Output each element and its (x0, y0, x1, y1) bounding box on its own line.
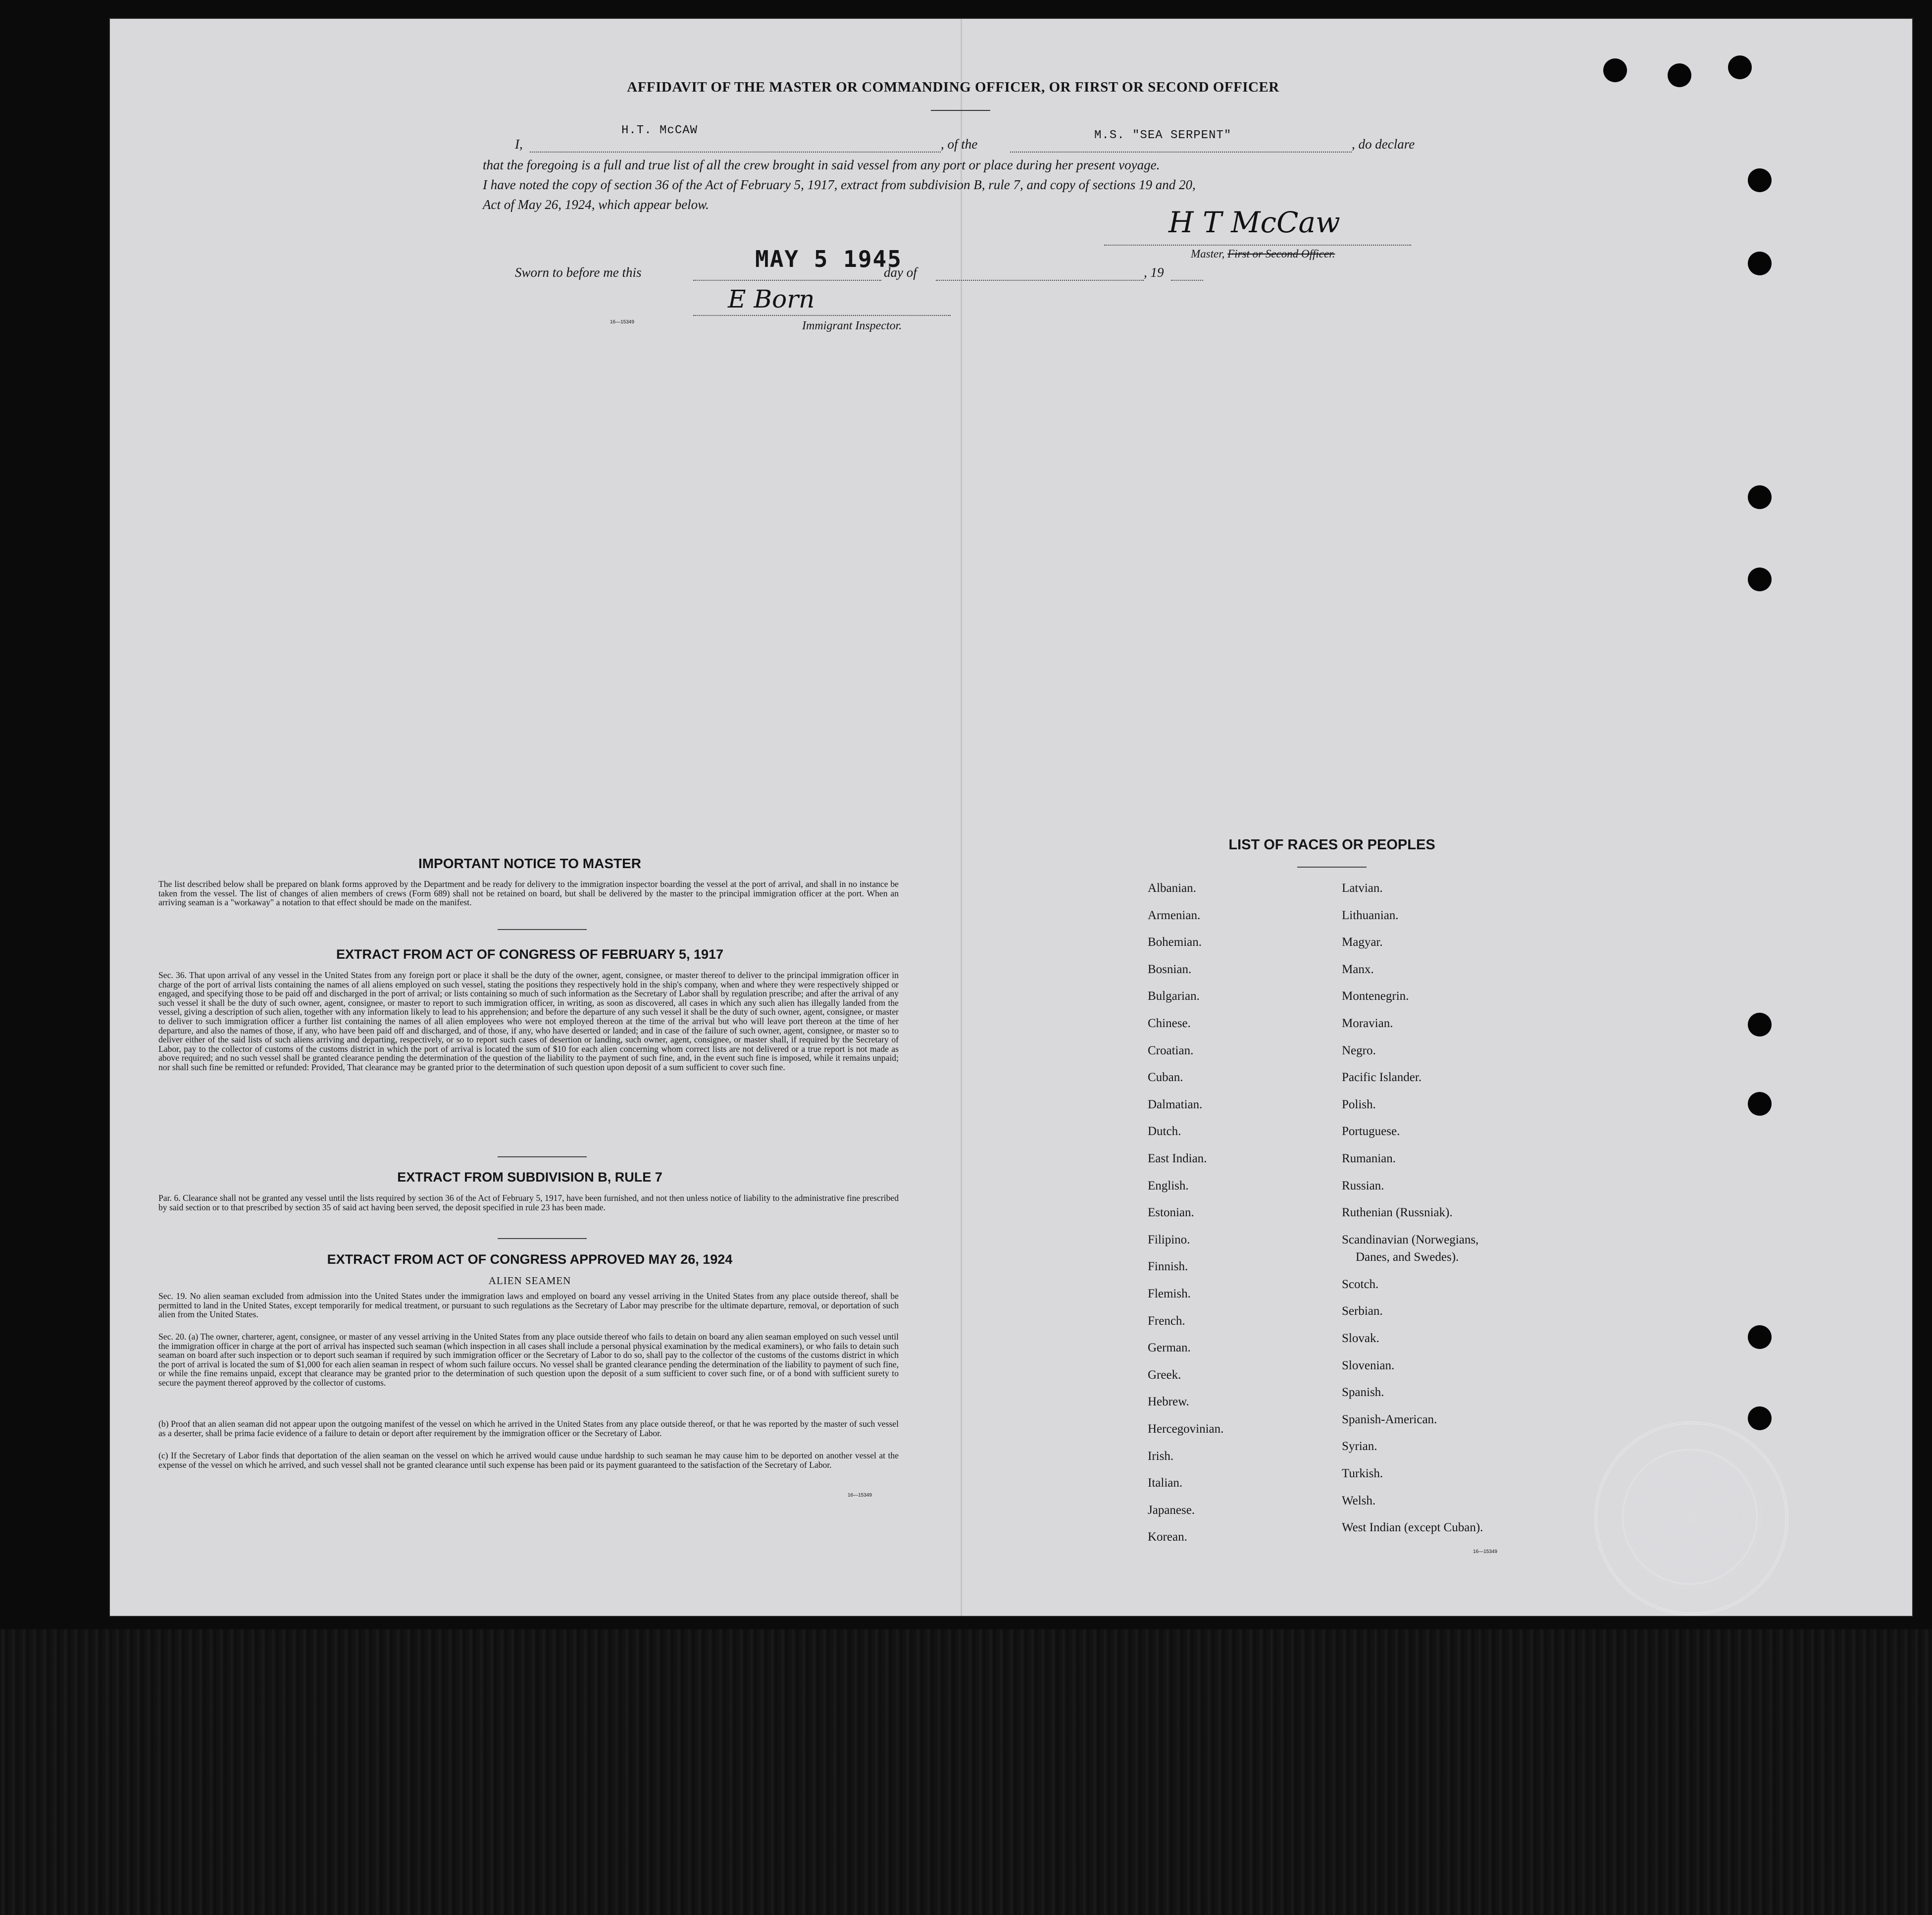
inspector-signature: E Born (728, 285, 815, 313)
extract-1924-sec20c: (c) If the Secretary of Labor finds that deportation of the alien seaman on the vessel on which he arrived would cause undue hardship to such seaman he may cause him to be deported on another vessel at the expense of the vessel on which he arrived, and such vessel shall not be granted clearance until such expense has been paid or its payment guaranteed to the satisfaction of the Secretary of Labor. (158, 1450, 899, 1470)
form-number: 16—15349 (848, 1493, 872, 1498)
race-item: Croatian. (1148, 1043, 1194, 1057)
race-item: Dutch. (1148, 1125, 1181, 1139)
race-item: Filipino. (1148, 1233, 1190, 1246)
punch-hole (1748, 485, 1772, 509)
extract-1924-sec20b: (b) Proof that an alien seaman did not appear upon the outgoing manifest of the vessel on which he arrived in the United States from any place outside thereof, or that he was reported by the master of such vessel as a deserter, shall be prima facie evidence of a failure to detain or deport after requirement by the immigration officer or the Secretary of Labor. (158, 1419, 899, 1438)
race-item: German. (1148, 1341, 1191, 1355)
punch-hole (1748, 1092, 1772, 1116)
extract-1924-sec20a: Sec. 20. (a) The owner, charterer, agent, consignee, or master of any vessel arriving in the United States from any place outside thereof who fails to detain on board any alien seaman employed on such vessel until the immigration officer in charge at the port of arrival has inspected such seaman (which inspection in all cases shall include a personal physical examination by the medical examiners), or who fails to detain such seaman on board after such inspection or to deport such seaman if required by such immigration officer or the Secretary of Labor to do so, shall pay to the collector of the customs of the customs district in which the port of arrival is located the sum of $1,000 for each alien seaman in respect of whom such failure occurs. No vessel shall be granted clearance pending the determination of the liability to payment of such fine, or while the fine remains unpaid, except that clearance may be granted prior to the determination of such question upon the deposit of a sum sufficient to cover such fine, or of a bond with sufficient surety to secure the payment thereof approved by the collector of customs. (158, 1332, 899, 1388)
struck-officer-text: First or Second Officer. (1227, 248, 1335, 260)
race-item: Bohemian. (1148, 935, 1202, 949)
punch-hole (1748, 168, 1772, 192)
punch-hole (1748, 1406, 1772, 1430)
section-divider (498, 1156, 587, 1157)
section-divider (498, 1238, 587, 1239)
declaration-line-2: that the foregoing is a full and true list of all the crew brought in said vessel from any port or place during her present voyage. (483, 157, 1160, 172)
race-item: Welsh. (1342, 1494, 1376, 1507)
punch-hole (1748, 252, 1772, 275)
race-item: East Indian. (1148, 1152, 1207, 1165)
race-item: Magyar. (1342, 935, 1383, 949)
race-item: Manx. (1342, 962, 1374, 976)
race-item: Chinese. (1148, 1017, 1191, 1030)
race-item: Serbian. (1342, 1304, 1383, 1318)
race-item: Danes, and Swedes). (1356, 1250, 1459, 1264)
race-item: Ruthenian (Russniak). (1342, 1206, 1453, 1220)
extract-1917-title: EXTRACT FROM ACT OF CONGRESS OF FEBRUARY 5, 1917 (336, 947, 724, 962)
form-number: 16—15349 (1473, 1549, 1497, 1554)
section-divider (498, 929, 587, 930)
notice-text: The list described below shall be prepared on blank forms approved by the Department and be ready for delivery to the immigration inspector boarding the vessel at the port of arrival, and shall in no instance be taken from the vessel. The list of changes of alien members of crews (Form 689) shall not be retained on board, but shall be delivered by the master to the principal immigration officer at the port. When an arriving seaman is a "workaway" a notation to that effect should be made on the manifest. (158, 879, 899, 908)
race-item: Pacific Islander. (1342, 1071, 1422, 1085)
race-item: Italian. (1148, 1476, 1183, 1490)
page-fold (961, 19, 962, 1616)
i-label: I, (515, 137, 523, 152)
punch-hole (1748, 568, 1772, 591)
race-item: Negro. (1342, 1043, 1376, 1057)
scanner-bed (0, 1629, 1932, 1915)
year-line (1171, 280, 1203, 281)
extract-1924-sec19: Sec. 19. No alien seaman excluded from admission into the United States under the immigration laws and employed on board any vessel arriving in the United States from any place outside thereof, shall be permitted to land in the United States, except temporarily for medical treatment, or pursuant to such regulations as the Secretary of Labor may prescribe for the ultimate departure, removal, or deportation of such alien from the United States. (158, 1291, 899, 1320)
punch-hole (1603, 58, 1627, 82)
race-item: Moravian. (1342, 1017, 1393, 1030)
punch-hole (1728, 55, 1752, 79)
race-item: Rumanian. (1342, 1152, 1396, 1165)
vessel-name-field: M.S. "SEA SERPENT" (1094, 129, 1232, 142)
race-item: Slovenian. (1342, 1358, 1395, 1372)
declaration-line-4: Act of May 26, 1924, which appear below. (483, 197, 709, 212)
day-of-label: day of (884, 265, 917, 280)
extract-1924-title: EXTRACT FROM ACT OF CONGRESS APPROVED MAY 26, 1924 (327, 1252, 733, 1267)
race-item: Syrian. (1342, 1440, 1377, 1453)
race-item: Irish. (1148, 1449, 1174, 1463)
extract-rule7-title: EXTRACT FROM SUBDIVISION B, RULE 7 (397, 1170, 662, 1185)
extract-rule7-text: Par. 6. Clearance shall not be granted any vessel until the lists required by section 36 of the Act of February 5, 1917, have been furnished, and not then unless notice of liability to the administrative fine prescribed by said section or to that prescribed by section 35 of said act having been served, the deposit specified in rule 23 has been made. (158, 1193, 899, 1212)
form-number: 16—15349 (610, 319, 634, 325)
master-signature-line (1104, 245, 1411, 246)
title-rule (931, 110, 990, 111)
race-item: Korean. (1148, 1530, 1187, 1544)
inspector-line (693, 315, 951, 316)
punch-hole (1668, 63, 1691, 87)
race-item: Russian. (1342, 1179, 1384, 1192)
year-label: , 19 (1144, 265, 1164, 280)
extract-1917-text: Sec. 36. That upon arrival of any vessel in the United States from any foreign port or place it shall be the duty of the owner, agent, consignee, or master thereof to deliver to the principal immigration officer in charge of the port of arrival lists containing the names of all aliens employed on such vessel, stating the positions they respectively hold in the ship's company, when and where they were respectively shipped or engaged, and specifying those to be paid off and discharged in the port of arrival; or lists containing so much of such information as the Secretary of Labor shall by regulation prescribe; and after the arrival of any such vessel it shall be the duty of such owner, agent, consignee, or master to report to such immigration officer, in writing, as soon as discovered, all cases in which any such alien has illegally landed from the vessel, giving a description of such alien, together with any information likely to lead to his apprehension; and before the departure of any such vessel it shall be the duty of such owner, agent, consignee, or master to deliver to such immigration officer a further list containing the names of all alien employees who were not employed thereon at the time of the arrival but who will leave port thereon at the time of her departure, and also the names of those, if any, who have been paid off and discharged, and of those, if any, who have deserted or landed; and in case of the failure of such owner, agent, consignee, or master so to deliver either of the said lists of such aliens arriving and departing, respectively, or so to report such cases of desertion or landing, such owner, agent, consignee, or master shall, if required by the Secretary of Labor, pay to the collector of customs of the customs district in which the port of arrival is located the sum of $10 for each alien concerning whom correct lists are not delivered or a true report is not made as above required; and no such vessel shall be granted clearance pending the determination of the question of the liability to the payment of such fine, and, in the event such fine is imposed, while it remains unpaid; nor shall such fine be remitted or refunded: Provided, That clearance may be granted prior to the determination of such question upon deposit of a sum sufficient to cover such fine. (158, 970, 899, 1072)
race-item: Spanish-American. (1342, 1412, 1437, 1426)
punch-hole (1748, 1325, 1772, 1349)
declare-label: , do declare (1352, 137, 1415, 152)
race-item: Slovak. (1342, 1332, 1379, 1346)
name-line (530, 152, 941, 153)
vessel-line (1010, 152, 1352, 153)
month-line (936, 280, 1144, 281)
embossed-seal (1594, 1421, 1788, 1615)
race-item: Flemish. (1148, 1287, 1191, 1300)
affidavit-title: AFFIDAVIT OF THE MASTER OR COMMANDING OFFICER, OR FIRST OR SECOND OFFICER (627, 79, 1279, 95)
race-item: Hebrew. (1148, 1395, 1189, 1409)
race-item: Montenegrin. (1342, 989, 1409, 1003)
race-item: Albanian. (1148, 881, 1196, 895)
race-item: Dalmatian. (1148, 1097, 1203, 1111)
race-item: Estonian. (1148, 1206, 1194, 1220)
sworn-label: Sworn to before me this (515, 265, 642, 280)
race-item: Lithuanian. (1342, 908, 1399, 922)
race-item: Scandinavian (Norwegians, (1342, 1233, 1479, 1246)
race-item: Finnish. (1148, 1260, 1188, 1274)
race-item: West Indian (except Cuban). (1342, 1521, 1483, 1535)
races-title: LIST OF RACES OR PEOPLES (1228, 837, 1435, 853)
races-rule (1297, 867, 1367, 868)
punch-hole (1748, 1013, 1772, 1036)
sworn-date-line (693, 280, 881, 281)
race-item: French. (1148, 1314, 1185, 1328)
race-item: Spanish. (1342, 1386, 1384, 1399)
race-item: Cuban. (1148, 1071, 1183, 1085)
race-item: Greek. (1148, 1368, 1181, 1382)
inspector-label: Immigrant Inspector. (802, 319, 902, 332)
master-name-field: H.T. McCAW (621, 124, 698, 137)
race-item: Scotch. (1342, 1277, 1379, 1291)
race-item: Bulgarian. (1148, 989, 1200, 1003)
alien-seamen-subtitle: ALIEN SEAMEN (488, 1275, 571, 1287)
sworn-date-stamp: MAY 5 1945 (755, 246, 902, 272)
race-item: Armenian. (1148, 908, 1201, 922)
race-item: Turkish. (1342, 1467, 1383, 1481)
race-item: Bosnian. (1148, 962, 1192, 976)
race-item: Japanese. (1148, 1503, 1195, 1517)
race-item: Polish. (1342, 1097, 1376, 1111)
declaration-line-3: I have noted the copy of section 36 of the Act of February 5, 1917, extract from subdivision B, rule 7, and copy of sections 19 and 20, (483, 177, 1196, 192)
master-signature: H T McCaw (1169, 206, 1340, 239)
master-title: Master, First or Second Officer. (1191, 248, 1335, 260)
of-the-label: , of the (941, 137, 978, 152)
race-item: Portuguese. (1342, 1125, 1400, 1139)
race-item: English. (1148, 1179, 1189, 1192)
race-item: Latvian. (1342, 881, 1383, 895)
race-item: Hercegovinian. (1148, 1422, 1224, 1436)
notice-title: IMPORTANT NOTICE TO MASTER (418, 856, 642, 871)
